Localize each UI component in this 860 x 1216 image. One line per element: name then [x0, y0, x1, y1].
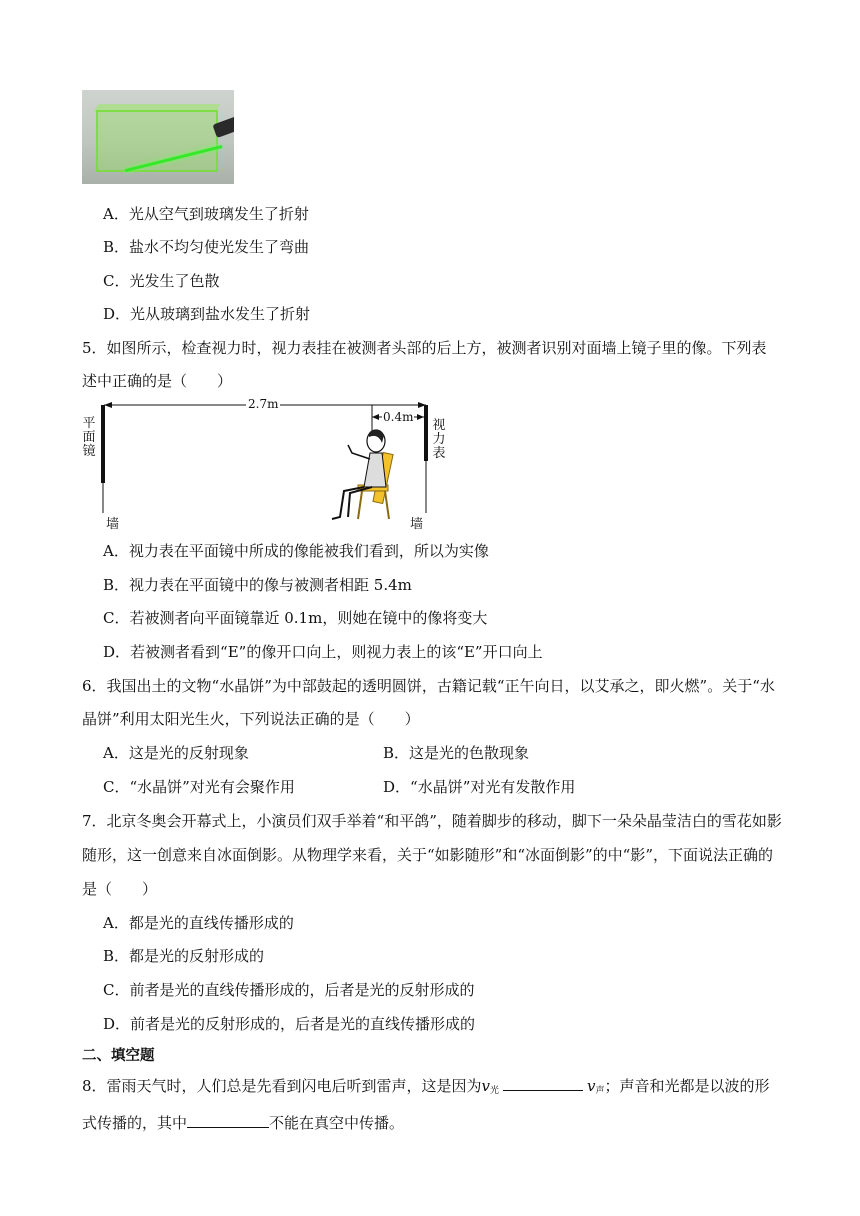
mirror-label: 平面镜	[82, 416, 96, 459]
q6-option-c[interactable]: C．“水晶饼”对光有会聚作用	[103, 778, 295, 796]
q6-option-b[interactable]: B．这是光的色散现象	[383, 744, 530, 762]
q5-option-b[interactable]: B．视力表在平面镜中的像与被测者相距 5.4m	[103, 576, 412, 594]
q6-option-d[interactable]: D．“水晶饼”对光有发散作用	[383, 778, 576, 796]
v-symbol-light: $v_光$	[481, 1077, 500, 1096]
q8-blank-1[interactable]	[503, 1076, 583, 1091]
q7-option-d[interactable]: D．前者是光的反射形成的，后者是光的直线传播形成的	[103, 1015, 476, 1033]
q8-line2-a: 式传播的，其中	[82, 1114, 188, 1132]
laser-tank-photo	[82, 90, 234, 184]
q8-part1: 8．雷雨天气时，人们总是先看到闪电后听到雷声，这是因为	[82, 1077, 482, 1095]
q7-option-c[interactable]: C．前者是光的直线传播形成的，后者是光的反射形成的	[103, 981, 475, 999]
q8-line2	[82, 1113, 404, 1133]
q7-stem-line1: 7．北京冬奥会开幕式上，小演员们双手举着“和平鸽”，随着脚步的移动，脚下一朵朵晶莹洁白的雪花如影	[82, 812, 782, 830]
q4-option-b[interactable]: B．盐水不均匀使光发生了弯曲	[103, 238, 310, 256]
q8-part2: ；声音和光都是以波的形	[604, 1077, 770, 1095]
q6-stem-line2: 晶饼”利用太阳光生火，下列说法正确的是（ ）	[82, 710, 420, 728]
q4-option-c[interactable]: C．光发生了色散	[103, 272, 220, 290]
q8-line2-b: 不能在真空中传播。	[269, 1114, 405, 1132]
q8-blank-2[interactable]	[187, 1113, 269, 1128]
distance-short-label: 0.4m	[383, 410, 414, 424]
q5-stem-line1: 5．如图所示，检查视力时，视力表挂在被测者头部的后上方，被测者识别对面墙上镜子里的像。下列表	[82, 339, 767, 357]
q5-option-d[interactable]: D．若被测者看到“E”的像开口向上，则视力表上的该“E”开口向上	[103, 643, 543, 661]
q7-option-a[interactable]: A．都是光的直线传播形成的	[103, 914, 294, 932]
q7-option-b[interactable]: B．都是光的反射形成的	[103, 947, 265, 965]
q5-stem-line2: 述中正确的是（ ）	[82, 372, 233, 390]
q7-stem-line3: 是（ ）	[82, 880, 158, 898]
q6-stem-line1: 6．我国出土的文物“水晶饼”为中部鼓起的透明圆饼，古籍记载“正午向日，以艾承之，即火燃”。关于“水	[82, 677, 775, 695]
wall-left-label: 墙	[106, 517, 120, 532]
q5-option-c[interactable]: C．若被测者向平面镜靠近 0.1m，则她在镜中的像将变大	[103, 609, 488, 627]
wall-right-label: 墙	[410, 517, 424, 532]
q7-stem-line2: 随形，这一创意来自冰面倒影。从物理学来看，关于“如影随形”和“冰面倒影”的中“影”，下面说法正确的	[82, 846, 774, 864]
eye-test-diagram	[82, 393, 452, 533]
v-symbol-sound: $v_声$	[587, 1077, 605, 1096]
chart-label: 视力表	[432, 418, 446, 461]
distance-total-label: 2.7m	[248, 397, 279, 411]
section-title: 二、填空题	[82, 1048, 155, 1064]
q5-option-a[interactable]: A．视力表在平面镜中所成的像能被我们看到，所以为实像	[103, 542, 489, 560]
q4-option-d[interactable]: D．光从玻璃到盐水发生了折射	[103, 305, 311, 323]
q6-option-a[interactable]: A．这是光的反射现象	[103, 744, 249, 762]
q4-option-a[interactable]: A．光从空气到玻璃发生了折射	[103, 205, 309, 223]
q8-line1	[82, 1076, 770, 1101]
